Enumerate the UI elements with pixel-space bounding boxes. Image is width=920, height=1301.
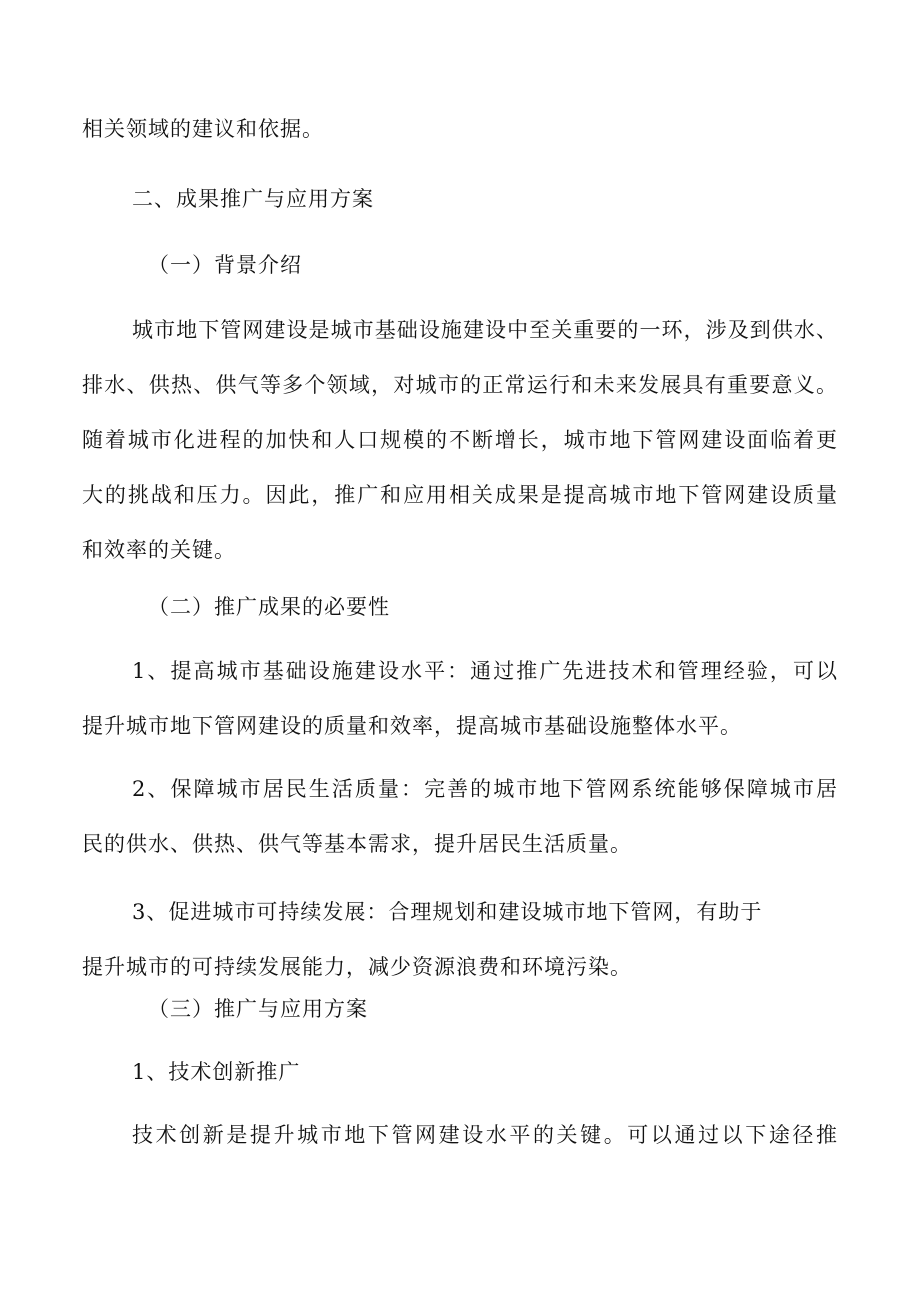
- paragraph-line: 随着城市化进程的加快和人口规模的不断增长，城市地下管网建设面临着更: [82, 428, 837, 452]
- paragraph-line: 和效率的关键。: [82, 538, 236, 562]
- subsection-heading: （二）推广成果的必要性: [148, 595, 390, 619]
- paragraph-line: 城市地下管网建设是城市基础设施建设中至关重要的一环，涉及到供水、: [132, 318, 837, 342]
- paragraph-line: 大的挑战和压力。因此，推广和应用相关成果是提高城市地下管网建设质量: [82, 483, 837, 507]
- sub-item-heading: 1、技术创新推广: [132, 1060, 301, 1084]
- paragraph-line: 排水、供热、供气等多个领域，对城市的正常运行和未来发展具有重要意义。: [82, 373, 837, 397]
- list-item-line: 1、提高城市基础设施建设水平：通过推广先进技术和管理经验，可以: [132, 659, 837, 683]
- list-item-line: 民的供水、供热、供气等基本需求，提升居民生活质量。: [82, 832, 632, 856]
- section-heading: 二、成果推广与应用方案: [132, 187, 374, 211]
- list-item-line: 提升城市地下管网建设的质量和效率，提高城市基础设施整体水平。: [82, 714, 742, 738]
- list-item-line: 3、促进城市可持续发展：合理规划和建设城市地下管网，有助于: [132, 900, 763, 924]
- subsection-heading: （三）推广与应用方案: [148, 997, 368, 1021]
- paragraph-line: 相关领域的建议和依据。: [82, 117, 324, 141]
- list-item-line: 提升城市的可持续发展能力，减少资源浪费和环境污染。: [82, 955, 632, 979]
- subsection-heading: （一）背景介绍: [148, 253, 302, 277]
- list-item-line: 2、保障城市居民生活质量：完善的城市地下管网系统能够保障城市居: [132, 777, 837, 801]
- paragraph-line: 技术创新是提升城市地下管网建设水平的关键。可以通过以下途径推: [132, 1123, 837, 1147]
